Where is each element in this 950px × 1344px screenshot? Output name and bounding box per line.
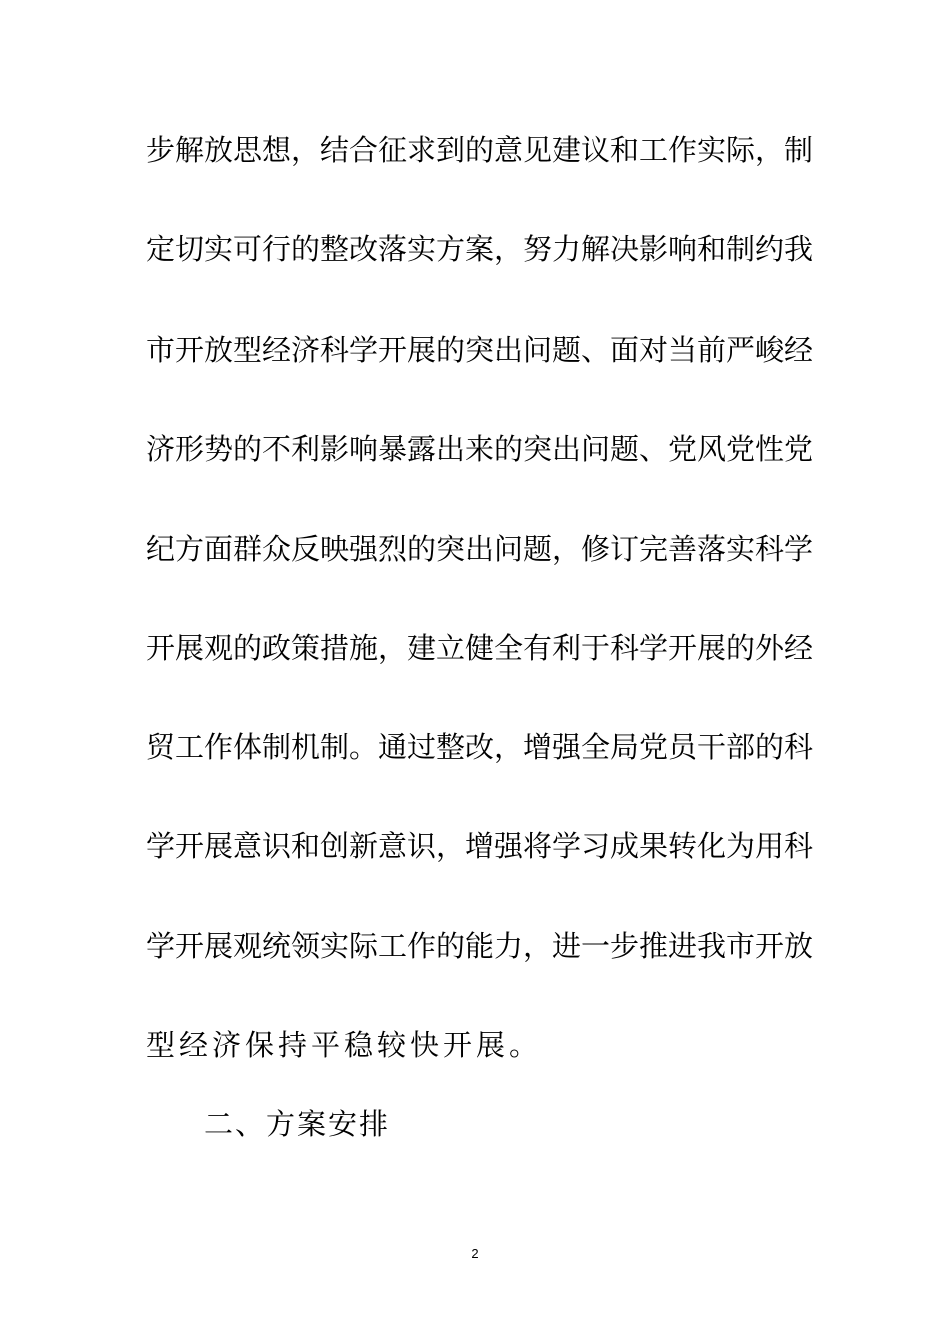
body-text-line: 学开展意识和创新意识，增强将学习成果转化为用科 [146, 829, 814, 863]
body-text-line: 开展观的政策措施，建立健全有利于科学开展的外经 [146, 631, 814, 665]
body-text-line: 定切实可行的整改落实方案，努力解决影响和制约我 [146, 232, 814, 266]
page-number: 2 [471, 1246, 479, 1261]
body-text-line: 贸工作体制机制。通过整改，增强全局党员干部的科 [146, 730, 814, 764]
body-text-line-last: 型经济保持平稳较快开展。 [146, 1028, 543, 1062]
body-text-line: 市开放型经济科学开展的突出问题、面对当前严峻经 [146, 333, 814, 367]
body-text-line: 步解放思想，结合征求到的意见建议和工作实际，制 [146, 133, 814, 167]
body-text-line: 学开展观统领实际工作的能力，进一步推进我市开放 [146, 929, 814, 963]
section-heading: 二、方案安排 [204, 1107, 391, 1141]
body-text-line: 济形势的不利影响暴露出来的突出问题、党风党性党 [146, 432, 814, 466]
body-text-line: 纪方面群众反映强烈的突出问题，修订完善落实科学 [146, 532, 814, 566]
